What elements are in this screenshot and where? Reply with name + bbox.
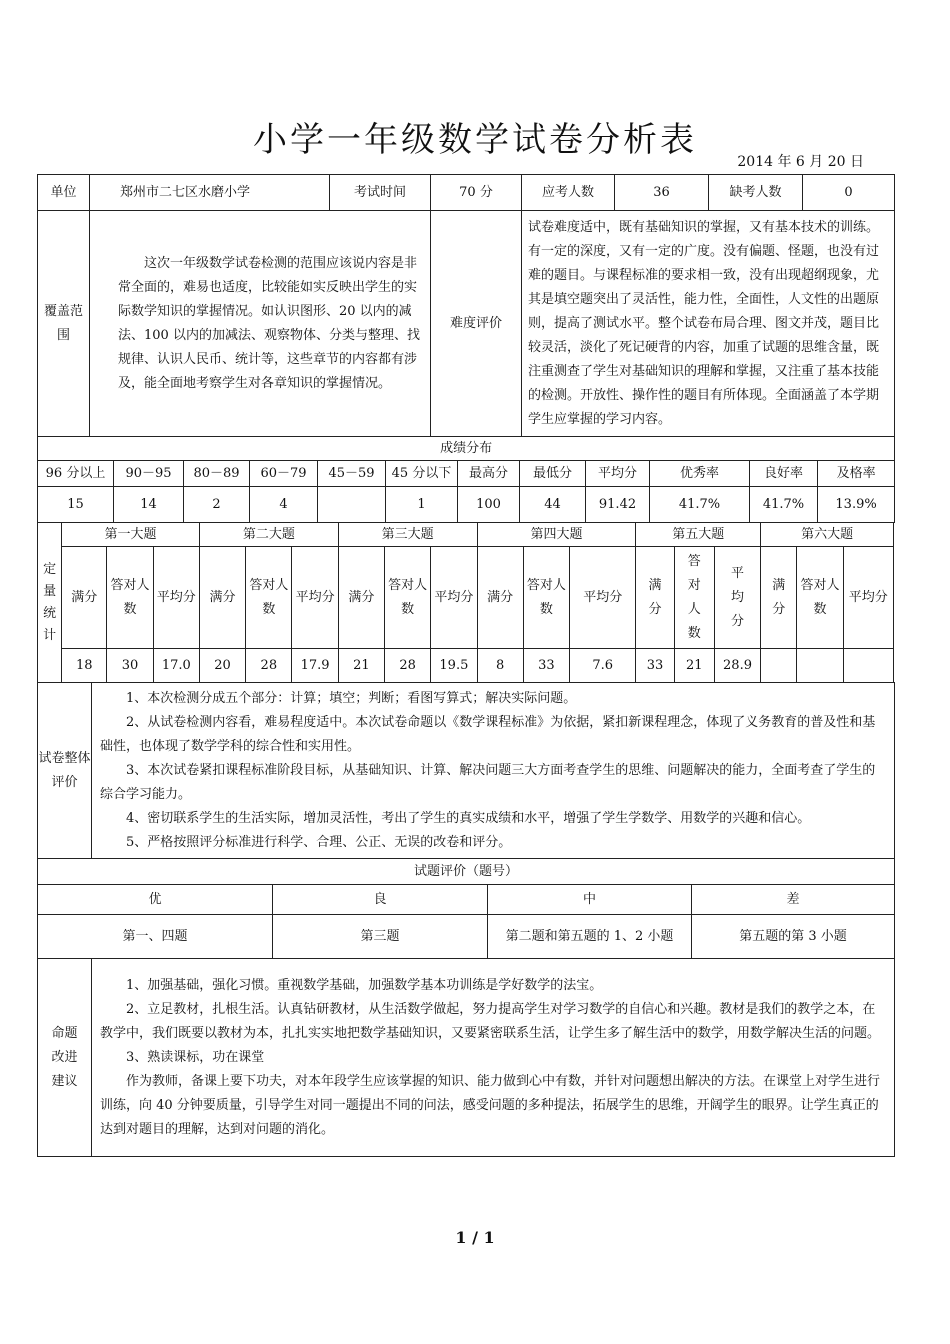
quant-subheader: 满分 <box>199 547 245 649</box>
suggestion-item: 作为教师，备课上要下功夫，对本年段学生应该掌握的知识、能力做到心中有数，并针对问题想出解决的方法。在课堂上对学生进行训练，向 40 分钟要质量，引导学生对同一题提出不同的问法，感受问题的多种提法，拓展学生的思维，开阔学生的眼界。让学生真正的达到对题目的理解，达到对问题的消化。 <box>100 1073 881 1137</box>
quant-value: 8 <box>477 649 523 683</box>
suggestion-item: 1、加强基础，强化习惯。重视数学基础，加强数学基本功训练是学好数学的法宝。 <box>126 977 603 993</box>
overall-item: 4、密切联系学生的生活实际，增加灵活性，考出了学生的真实成绩和水平，增强了学生学数学、用数学的兴趣和信心。 <box>126 810 811 826</box>
difficulty-text: 试卷难度适中，既有基础知识的掌握，又有基本技术的训练。有一定的深度，又有一定的广度。没有偏题、怪题，也没有过难的题目。与课程标准的要求相一致，没有出现超纲现象，尤其是填空题突出了灵活性，能力性，全面性，人文性的出题原则，提高了测试水平。整个试卷布局合理、图文并茂，题目比较灵活，淡化了死记硬背的内容，加重了试题的思维含量，既注重测查了学生对基础知识的理解和掌握，又注重了基本技能的检测。开放性、操作性的题目有所体现。全面涵盖了本学期学生应掌握的学习内容。 <box>528 219 880 427</box>
score-header: 优秀率 <box>650 461 750 487</box>
quant-value: 18 <box>62 649 107 683</box>
overall-item: 5、严格按照评分标准进行科学、合理、公正、无误的改卷和评分。 <box>126 834 512 850</box>
score-value <box>318 487 386 523</box>
quant-subheader: 满分 <box>62 547 107 649</box>
score-value: 41.7% <box>750 487 818 523</box>
score-header: 80－89 <box>184 461 250 487</box>
quant-section: 第二大题 <box>199 523 338 547</box>
unit-label: 单位 <box>38 175 90 211</box>
score-value: 14 <box>114 487 184 523</box>
quant-value: 30 <box>107 649 153 683</box>
score-header: 96 分以上 <box>38 461 114 487</box>
page-title: 小学一年级数学试卷分析表 <box>253 120 697 160</box>
score-value: 44 <box>520 487 586 523</box>
suggestion-label: 命题改进建议 <box>38 959 92 1157</box>
exam-time-value: 70 分 <box>431 175 522 211</box>
overall-item: 2、从试卷检测内容看，难易程度适中。本次试卷命题以《数学课程标准》为依据，紧扣新课程理念，体现了义务教育的普及性和基础性，也体现了数学学科的综合性和实用性。 <box>100 714 876 754</box>
quant-table <box>37 522 894 683</box>
quant-label: 定量统计 <box>38 523 62 683</box>
unit-value: 郑州市二七区水磨小学 <box>90 175 330 211</box>
evaluation-level: 优 <box>38 885 273 915</box>
score-value: 41.7% <box>650 487 750 523</box>
overall-item: 1、本次检测分成五个部分：计算；填空；判断；看图写算式；解决实际问题。 <box>126 690 577 706</box>
score-value: 1 <box>386 487 458 523</box>
overall-label: 试卷整体评价 <box>38 683 92 859</box>
quant-subheader: 平均分 <box>153 547 199 649</box>
page-number: 1 / 1 <box>455 1228 495 1247</box>
quant-subheader: 平均分 <box>431 547 477 649</box>
expected-count-label: 应考人数 <box>522 175 615 211</box>
quant-section: 第一大题 <box>62 523 200 547</box>
quant-section: 第三大题 <box>338 523 477 547</box>
header-table <box>37 174 895 437</box>
quant-subheader: 答对人数 <box>674 547 714 649</box>
quant-section: 第五大题 <box>636 523 761 547</box>
quant-subheader: 平均分 <box>714 547 760 649</box>
quant-value: 28 <box>246 649 292 683</box>
quant-subheader: 满分 <box>338 547 384 649</box>
quant-value: 7.6 <box>570 649 636 683</box>
score-header: 良好率 <box>750 461 818 487</box>
quant-value: 21 <box>338 649 384 683</box>
score-header: 及格率 <box>818 461 895 487</box>
score-header: 60－79 <box>250 461 318 487</box>
coverage-label: 覆盖范围 <box>38 211 90 437</box>
quant-subheader: 满分 <box>761 547 797 649</box>
quant-subheader: 答对人数 <box>246 547 292 649</box>
score-value: 2 <box>184 487 250 523</box>
evaluation-value: 第五题的第 3 小题 <box>692 915 895 959</box>
evaluation-value: 第二题和第五题的 1、2 小题 <box>488 915 692 959</box>
suggestion-item: 2、立足教材，扎根生活。认真钻研教材，从生活数学做起，努力提高学生对学习数学的自信心和兴趣。教材是我们的教学之本，在教学中，我们既要以教材为本，扎扎实实地把数学基础知识，又要紧密联系生活，让学生多了解生活中的数学，用数学解决生活的问题。 <box>100 1001 881 1041</box>
suggestion-item: 3、熟读课标，功在课堂 <box>126 1049 265 1065</box>
quant-value: 28 <box>384 649 430 683</box>
score-header: 最高分 <box>458 461 520 487</box>
evaluation-title: 试题评价（题号） <box>38 859 895 885</box>
quant-subheader: 满分 <box>636 547 674 649</box>
exam-time-label: 考试时间 <box>330 175 431 211</box>
evaluation-level: 良 <box>273 885 488 915</box>
absent-count-value: 0 <box>803 175 895 211</box>
quant-value: 19.5 <box>431 649 477 683</box>
evaluation-value: 第三题 <box>273 915 488 959</box>
evaluation-level: 中 <box>488 885 692 915</box>
quant-subheader: 平均分 <box>843 547 893 649</box>
score-header: 45 分以下 <box>386 461 458 487</box>
quant-subheader: 答对人数 <box>384 547 430 649</box>
quant-value <box>797 649 843 683</box>
score-value: 15 <box>38 487 114 523</box>
evaluation-level: 差 <box>692 885 895 915</box>
quant-value <box>761 649 797 683</box>
quant-subheader: 满分 <box>477 547 523 649</box>
score-header: 45－59 <box>318 461 386 487</box>
quant-value: 20 <box>199 649 245 683</box>
quant-value: 33 <box>636 649 674 683</box>
evaluation-table <box>37 682 895 1157</box>
coverage-text: 这次一年级数学试卷检测的范围应该说内容是非常全面的，难易也适度，比较能如实反映出学生的实际数学知识的掌握情况。如认识图形、20 以内的减法、100 以内的加减法、观察物体、分类与整理、找规律、认识人民币、统计等，这些章节的内容都有涉及，能全面地考察学生对各章知识的掌握情况。 <box>118 255 420 391</box>
absent-count-label: 缺考人数 <box>709 175 803 211</box>
quant-subheader: 答对人数 <box>107 547 153 649</box>
score-value: 100 <box>458 487 520 523</box>
score-header: 最低分 <box>520 461 586 487</box>
report-date: 2014 年 6 月 20 日 <box>737 154 864 170</box>
quant-value: 33 <box>523 649 569 683</box>
score-value: 4 <box>250 487 318 523</box>
difficulty-label: 难度评价 <box>431 211 522 437</box>
quant-section: 第四大题 <box>477 523 636 547</box>
score-header: 90－95 <box>114 461 184 487</box>
score-section-title: 成绩分布 <box>38 437 895 461</box>
quant-subheader: 答对人数 <box>797 547 843 649</box>
score-value: 91.42 <box>586 487 650 523</box>
quant-value: 17.9 <box>292 649 338 683</box>
score-header: 平均分 <box>586 461 650 487</box>
evaluation-value: 第一、四题 <box>38 915 273 959</box>
score-value: 13.9% <box>818 487 895 523</box>
expected-count-value: 36 <box>615 175 709 211</box>
quant-section: 第六大题 <box>761 523 894 547</box>
quant-subheader: 答对人数 <box>523 547 569 649</box>
quant-value: 17.0 <box>153 649 199 683</box>
quant-subheader: 平均分 <box>292 547 338 649</box>
overall-item: 3、本次试卷紧扣课程标准阶段目标，从基础知识、计算、解决问题三大方面考查学生的思维、问题解决的能力，全面考查了学生的综合学习能力。 <box>100 762 876 802</box>
score-table <box>37 436 895 523</box>
quant-subheader: 平均分 <box>570 547 636 649</box>
quant-value <box>843 649 893 683</box>
quant-value: 28.9 <box>714 649 760 683</box>
quant-value: 21 <box>674 649 714 683</box>
